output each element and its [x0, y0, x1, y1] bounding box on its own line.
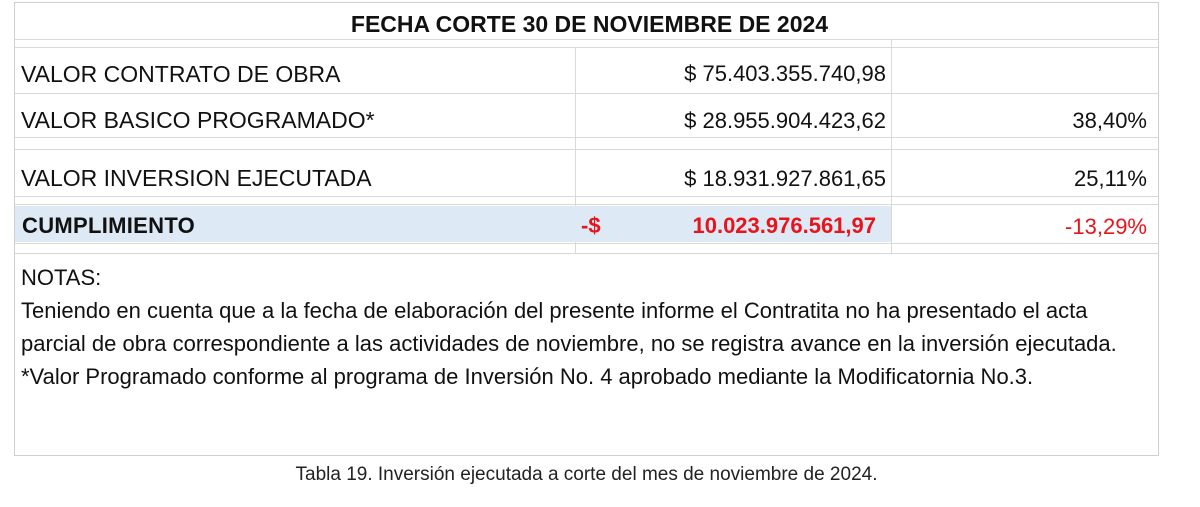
row-amount-valor-inversion: $ 18.931.927.861,65: [684, 166, 886, 191]
notes-heading: NOTAS:: [21, 265, 102, 290]
row-amount-valor-contrato: $ 75.403.355.740,98: [684, 61, 886, 86]
grid-line: [15, 93, 1158, 94]
grid-line: [15, 137, 1158, 138]
cumplimiento-label: CUMPLIMIENTO: [22, 213, 196, 238]
grid-line: [15, 196, 1158, 197]
investment-table: [14, 2, 1159, 456]
notes-footnote: *Valor Programado conforme al programa de Inversión No. 4 aprobado mediante la Modificatornia No.3.: [21, 364, 1034, 389]
notes-paragraph: Teniendo en cuenta que a la fecha de elaboración del presente informe el Contratita no ha presentado el acta parcial de obra correspondiente a las actividades de noviembre, no se registra avance en la inversión ejecutada.: [21, 298, 1117, 356]
grid-line: [15, 253, 1158, 254]
table-caption: Tabla 19. Inversión ejecutada a corte del mes de noviembre de 2024.: [295, 464, 878, 485]
grid-line: [15, 47, 1158, 48]
table-title: FECHA CORTE 30 DE NOVIEMBRE DE 2024: [350, 11, 829, 37]
row-percent-valor-inversion: 25,11%: [1074, 166, 1147, 191]
row-label-valor-inversion: VALOR INVERSION EJECUTADA: [21, 165, 372, 191]
grid-line: [15, 39, 1158, 40]
column-divider: [891, 39, 892, 253]
row-label-valor-basico: VALOR BASICO PROGRAMADO*: [21, 107, 375, 133]
cumplimiento-percent: -13,29%: [1065, 214, 1147, 239]
row-label-valor-contrato: VALOR CONTRATO DE OBRA: [21, 61, 341, 87]
row-amount-valor-basico: $ 28.955.904.423,62: [684, 108, 886, 133]
cumplimiento-sign: -$: [581, 213, 601, 238]
row-percent-valor-basico: 38,40%: [1072, 108, 1147, 133]
grid-line: [15, 243, 1158, 244]
cumplimiento-amount: 10.023.976.561,97: [692, 213, 876, 238]
notes-section: [21, 261, 1131, 393]
grid-line: [15, 204, 1158, 205]
grid-line: [15, 149, 1158, 150]
